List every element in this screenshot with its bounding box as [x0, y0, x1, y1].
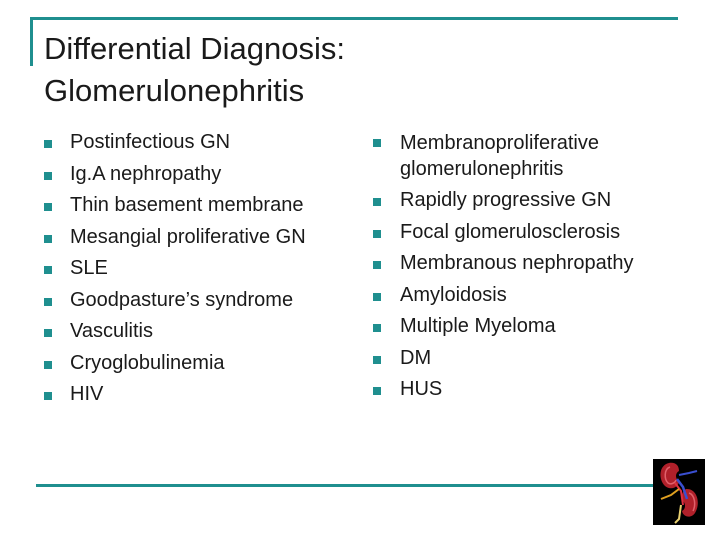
list-item	[44, 348, 344, 380]
list-item-text: Goodpasture’s syndrome	[70, 288, 294, 311]
list-item-text: Membranoproliferative glomerulonephritis	[400, 132, 599, 180]
slide-title-line2: Glomerulonephritis	[44, 73, 305, 108]
list-item-text: Cryoglobulinemia	[70, 351, 225, 374]
list-item	[44, 190, 344, 222]
list-item-text: Membranous nephropathy	[400, 252, 634, 274]
kidney-illustration-icon	[653, 459, 705, 525]
square-bullet-icon	[373, 198, 381, 206]
square-bullet-icon	[44, 298, 52, 306]
title-frame-left-rule	[30, 18, 33, 66]
square-bullet-icon	[44, 266, 52, 274]
list-item	[373, 185, 693, 217]
square-bullet-icon	[44, 203, 52, 211]
list-item	[44, 379, 344, 411]
list-item-text: Rapidly progressive GN	[400, 189, 612, 211]
list-item	[373, 343, 693, 375]
list-item	[373, 248, 693, 280]
square-bullet-icon	[373, 387, 381, 395]
list-item	[373, 311, 693, 343]
square-bullet-icon	[373, 356, 381, 364]
list-item-text: Ig.A nephropathy	[70, 162, 222, 185]
title-frame-top-rule	[30, 17, 678, 20]
list-item	[44, 253, 344, 285]
list-item	[44, 285, 344, 317]
list-item-text: Postinfectious GN	[70, 131, 231, 153]
list-item-text: Focal glomerulosclerosis	[400, 220, 621, 243]
list-item-text: DM	[400, 346, 432, 369]
square-bullet-icon	[44, 361, 52, 369]
list-item	[373, 280, 693, 312]
list-item	[373, 217, 693, 249]
list-item	[44, 127, 344, 159]
list-item	[44, 159, 344, 191]
list-item	[44, 222, 344, 254]
left-bullet-list	[44, 127, 344, 411]
slide-title	[44, 28, 684, 112]
list-item-text: SLE	[70, 257, 108, 279]
list-item	[373, 127, 693, 185]
square-bullet-icon	[373, 261, 381, 269]
square-bullet-icon	[44, 392, 52, 400]
square-bullet-icon	[44, 172, 52, 180]
list-item-text: HUS	[400, 378, 443, 400]
list-item	[44, 316, 344, 348]
list-item-text: Multiple Myeloma	[400, 315, 556, 337]
list-item-text: Mesangial proliferative GN	[70, 225, 306, 248]
list-item-text: Amyloidosis	[400, 283, 507, 306]
bottom-rule	[36, 484, 654, 487]
list-item-text: Thin basement membrane	[70, 194, 304, 216]
square-bullet-icon	[373, 293, 381, 301]
list-item	[373, 374, 693, 406]
square-bullet-icon	[44, 329, 52, 337]
list-item-text: HIV	[70, 383, 104, 405]
list-item-text: Vasculitis	[70, 320, 153, 342]
right-bullet-list	[373, 127, 693, 406]
square-bullet-icon	[44, 140, 52, 148]
square-bullet-icon	[373, 324, 381, 332]
slide-title-line1: Differential Diagnosis:	[44, 31, 345, 66]
square-bullet-icon	[44, 235, 52, 243]
square-bullet-icon	[373, 230, 381, 238]
square-bullet-icon	[373, 139, 381, 147]
